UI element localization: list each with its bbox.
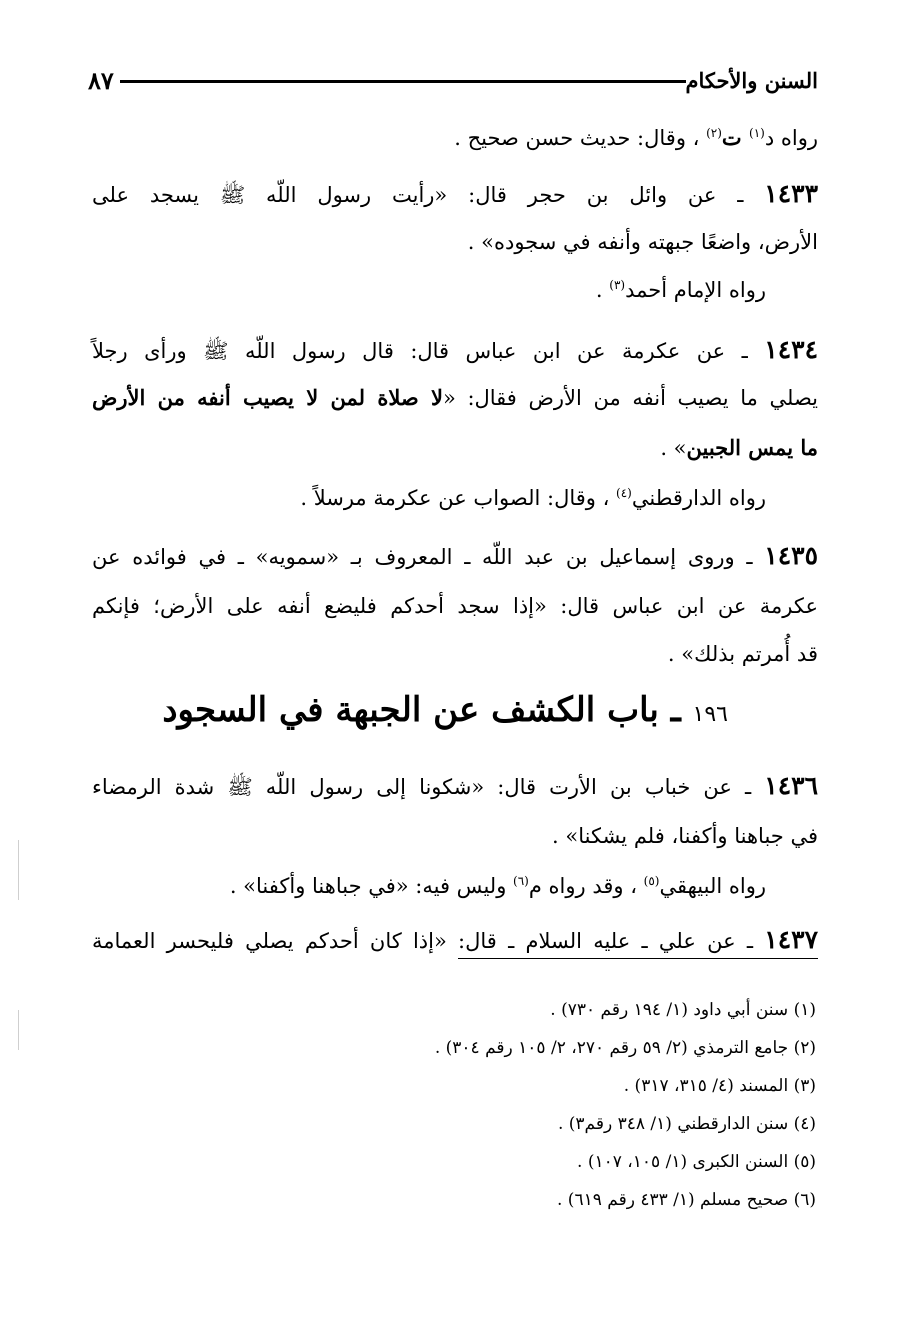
- chapter-number: ١٩٦: [692, 702, 728, 727]
- hadith-1434-line-2: يصلي ما يصيب أنفه من الأرض فقال: «لا صلاة لمن لا يصيب أنفه من الأرض: [92, 385, 819, 410]
- chapter-title: ـ باب الكشف عن الجبهة في السجود: [162, 690, 693, 730]
- hadith-1434-line-1: ١٤٣٤ ـ عن عكرمة عن ابن عباس قال: قال رسول اللّه ﷺ ورأى رجلاً: [92, 335, 818, 364]
- hadith-1434-line-3: ما يمس الجبين» .: [660, 435, 818, 460]
- hadith-1435-line-3: قد أُمرتم بذلك» .: [667, 642, 818, 666]
- hadith-1435-line-1: ١٤٣٥ ـ وروى إسماعيل بن عبد اللّه ـ المعروف بـ «سمويه» ـ في فوائده عن: [92, 541, 818, 570]
- footnote-ref[interactable]: (٢): [706, 126, 722, 140]
- hadith-number: ١٤٣٦: [764, 771, 818, 800]
- hadith-number: ١٤٣٥: [764, 541, 818, 570]
- footnote-ref[interactable]: (٤): [616, 486, 632, 500]
- footnote-ref[interactable]: (٣): [609, 278, 626, 292]
- footnote-ref[interactable]: (١): [749, 126, 765, 140]
- hadith-1436-source: رواه البيهقي$^{(٥)}$ ، وقد رواه م$^{(٦)}$ وليس فيه: «في جباهنا وأكفنا» .: [229, 874, 766, 898]
- footnote-ref[interactable]: (٦): [513, 874, 529, 888]
- scan-artifact: [18, 840, 19, 900]
- hadith-1436-line-1: ١٤٣٦ ـ عن خباب بن الأرت قال: «شكونا إلى رسول اللّه ﷺ شدة الرمضاء: [92, 771, 818, 800]
- footnote-1: (١) سنن أبي داود (١/ ١٩٤ رقم ٧٣٠) .: [550, 1000, 816, 1020]
- text-line: رواه د$^{(١)}$ ت$^{(٢)}$ ، وقال: حديث حسن صحيح .: [454, 125, 818, 150]
- footnote-separator: [458, 958, 818, 959]
- footnote-6: (٦) صحيح مسلم (١/ ٤٣٣ رقم ٦١٩) .: [557, 1190, 816, 1210]
- footnote-ref[interactable]: (٥): [643, 874, 660, 888]
- hadith-1433-source: رواه الإمام أحمد$^{(٣)}$ .: [595, 278, 766, 302]
- hadith-number: ١٤٣٤: [764, 335, 818, 364]
- footnote-5: (٥) السنن الكبرى (١/ ١٠٥، ١٠٧) .: [577, 1152, 816, 1172]
- footnote-2: (٢) جامع الترمذي (٢/ ٥٩ رقم ٢٧٠، ٢/ ١٠٥ رقم ٣٠٤) .: [434, 1038, 816, 1058]
- hadith-number: ١٤٣٧: [764, 925, 818, 954]
- header-rule: [120, 80, 686, 83]
- chapter-heading: [162, 690, 728, 730]
- hadith-1433-line-1: ١٤٣٣ ـ عن وائل بن حجر قال: «رأيت رسول اللّه ﷺ يسجد على: [92, 179, 818, 208]
- hadith-number: ١٤٣٣: [764, 179, 818, 208]
- page-number: ٨٧: [88, 66, 114, 95]
- running-title: السنن والأحكام: [685, 68, 818, 93]
- hadith-1436-line-2: في جباهنا وأكفنا، فلم يشكنا» .: [552, 824, 818, 848]
- hadith-1437-line-1: ١٤٣٧ ـ عن علي ـ عليه السلام ـ قال: «إذا كان أحدكم يصلي فليحسر العمامة: [92, 925, 818, 954]
- hadith-1434-source: رواه الدارقطني$^{(٤)}$ ، وقال: الصواب عن عكرمة مرسلاً .: [300, 486, 766, 510]
- scan-artifact: [18, 1010, 19, 1050]
- hadith-1433-line-2: الأرض، واضعًا جبهته وأنفه في سجوده» .: [467, 230, 818, 254]
- footnote-4: (٤) سنن الدارقطني (١/ ٣٤٨ رقم٣) .: [557, 1114, 816, 1134]
- footnote-3: (٣) المسند (٤/ ٣١٥، ٣١٧) .: [623, 1076, 816, 1096]
- hadith-1435-line-2: عكرمة عن ابن عباس قال: «إذا سجد أحدكم فليضع أنفه على الأرض؛ فإنكم: [92, 594, 818, 618]
